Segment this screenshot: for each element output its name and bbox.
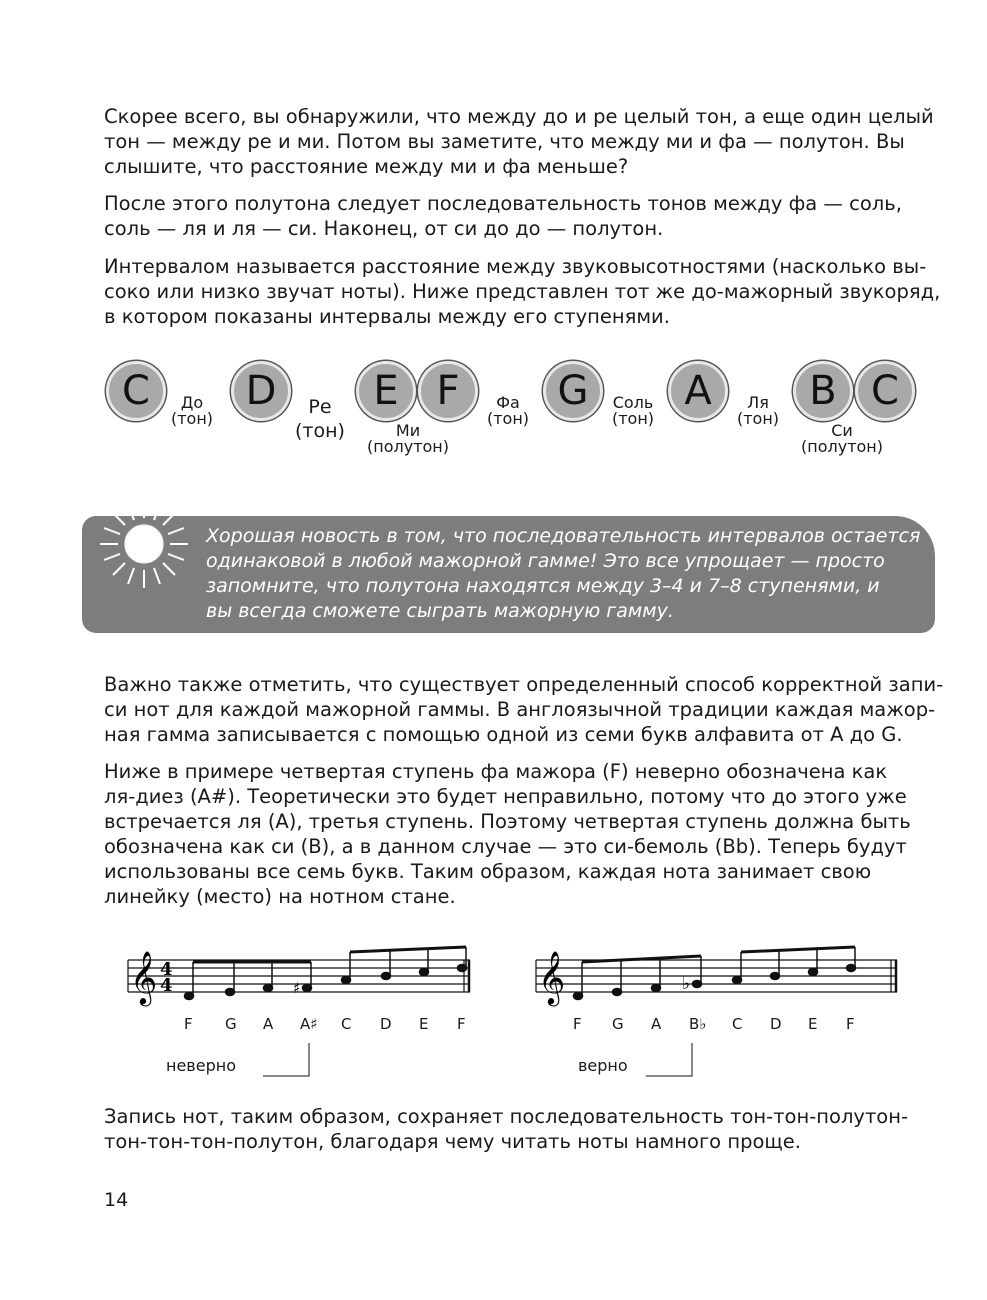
paragraph-6 xyxy=(104,1104,914,1154)
time-signature-bottom: 4 xyxy=(160,975,173,996)
text-line: встречается ля (A), третья ступень. Поэтому четвертая ступень должна быть xyxy=(104,810,911,833)
note-circle-a: A xyxy=(668,361,728,421)
interval-name: Фа xyxy=(496,393,520,412)
note-name: B♭ xyxy=(689,1015,707,1033)
interval-label-fa xyxy=(453,395,563,427)
text-line: линейку (место) на нотном стане. xyxy=(104,885,456,908)
tip-text xyxy=(206,524,926,624)
interval-type: (тон) xyxy=(611,409,655,428)
note-name: D xyxy=(770,1015,782,1033)
interval-name: Ре xyxy=(308,396,332,418)
text-line: в котором показаны интервалы между его ступенями. xyxy=(104,305,670,328)
note-circle-c-high: C xyxy=(855,361,915,421)
note-circle-g: G xyxy=(543,361,603,421)
interval-type: (тон) xyxy=(295,420,345,442)
c-major-scale-diagram xyxy=(0,355,987,465)
note-name: C xyxy=(732,1015,743,1033)
note-circle-b: B xyxy=(793,361,853,421)
note-name: D xyxy=(380,1015,392,1033)
interval-type: (полутон) xyxy=(367,437,449,456)
text-line: обозначена как си (B), а в данном случае — это си-бемоль (Bb). Теперь будут xyxy=(104,835,907,858)
interval-name: До xyxy=(180,393,204,412)
text-line: тон — между ре и ми. Потом вы заметите, что между ми и фа — полутон. Вы xyxy=(104,130,905,153)
note-name: F xyxy=(457,1015,466,1033)
note-circle-f: F xyxy=(418,361,478,421)
text-line: соко или низко звучат ноты). Ниже представлен тот же до-мажорный звукоряд, xyxy=(104,280,941,303)
interval-type: (тон) xyxy=(736,409,780,428)
note-name: A xyxy=(651,1015,662,1033)
text-line: си нот для каждой мажорной гаммы. В англоязычной традиции каждая мажор- xyxy=(104,698,936,721)
text-line: слышите, что расстояние между ми и фа меньше? xyxy=(104,155,629,178)
text-line: Интервалом называется расстояние между звуковысотностями (насколько вы- xyxy=(104,255,927,278)
interval-name: Соль xyxy=(612,393,654,412)
note-name: A♯ xyxy=(300,1015,318,1033)
tip-line: вы всегда сможете сыграть мажорную гамму. xyxy=(206,600,674,622)
text-line: Важно также отметить, что существует определенный способ корректной запи- xyxy=(104,673,944,696)
note-name: F xyxy=(184,1015,193,1033)
treble-clef-icon: 𝄞 xyxy=(130,950,158,1004)
time-signature-top: 4 xyxy=(160,959,173,980)
staff-right xyxy=(536,960,897,992)
paragraph-1 xyxy=(104,104,934,179)
text-line: ля-диез (A#). Теоретически это будет неправильно, потому что до этого уже xyxy=(104,785,907,808)
note-name: C xyxy=(341,1015,352,1033)
interval-type: (тон) xyxy=(170,409,214,428)
tip-line: одинаковой в любой мажорной гамме! Это все упрощает — просто xyxy=(206,550,885,572)
text-line: использованы все семь букв. Таким образом, каждая нота занимает свою xyxy=(104,860,872,883)
notation-examples xyxy=(0,945,987,1085)
page-number: 14 xyxy=(104,1189,129,1211)
interval-label-mi xyxy=(353,423,463,455)
interval-label-si xyxy=(787,423,897,455)
interval-name: Ля xyxy=(747,393,769,412)
text-line: тон-тон-тон-полутон, благодаря чему читать ноты намного проще. xyxy=(104,1130,801,1153)
interval-label-sol xyxy=(578,395,688,427)
staff-svg xyxy=(0,945,987,1085)
interval-label-do xyxy=(137,395,247,427)
text-line: Ниже в примере четвертая ступень фа мажора (F) неверно обозначена как xyxy=(104,760,888,783)
text-line: соль — ля и ля — си. Наконец, от си до до — полутон. xyxy=(104,217,664,240)
text-line: Скорее всего, вы обнаружили, что между до и ре целый тон, а еще один целый xyxy=(104,105,934,128)
paragraph-4 xyxy=(104,672,944,747)
note-name: G xyxy=(612,1015,624,1033)
tip-line: Хорошая новость в том, что последовательность интервалов остается xyxy=(206,525,921,547)
paragraph-3 xyxy=(104,254,941,329)
interval-name: Си xyxy=(831,421,853,440)
flat-icon: ♭ xyxy=(682,974,691,994)
label-wrong: неверно xyxy=(166,1056,236,1075)
note-name: F xyxy=(573,1015,582,1033)
sun-icon xyxy=(98,498,190,590)
note-circle-c: C xyxy=(106,361,166,421)
text-line: ная гамма записывается с помощью одной из семи букв алфавита от A до G. xyxy=(104,723,903,746)
note-circle-e: E xyxy=(356,361,416,421)
paragraph-5 xyxy=(104,759,914,909)
bracket-wrong xyxy=(263,1043,309,1076)
tip-line: запомните, что полутона находятся между 3–4 и 7–8 ступенями, и xyxy=(206,575,880,597)
note-name: E xyxy=(808,1015,818,1033)
text-line: Запись нот, таким образом, сохраняет последовательность тон-тон-полутон- xyxy=(104,1105,909,1128)
note-circle-d: D xyxy=(231,361,291,421)
bracket-right xyxy=(646,1043,692,1076)
sharp-icon: ♯ xyxy=(293,979,301,997)
label-right: верно xyxy=(578,1056,628,1075)
note-name: F xyxy=(846,1015,855,1033)
text-line: После этого полутона следует последовательность тонов между фа — соль, xyxy=(104,192,902,215)
note-name: E xyxy=(419,1015,429,1033)
treble-clef-icon: 𝄞 xyxy=(538,950,566,1004)
tip-box xyxy=(82,516,935,633)
note-name: A xyxy=(263,1015,274,1033)
interval-type: (тон) xyxy=(486,409,530,428)
note-name: G xyxy=(225,1015,237,1033)
interval-type: (полутон) xyxy=(801,437,883,456)
interval-name: Ми xyxy=(395,421,421,440)
paragraph-2 xyxy=(104,191,914,241)
